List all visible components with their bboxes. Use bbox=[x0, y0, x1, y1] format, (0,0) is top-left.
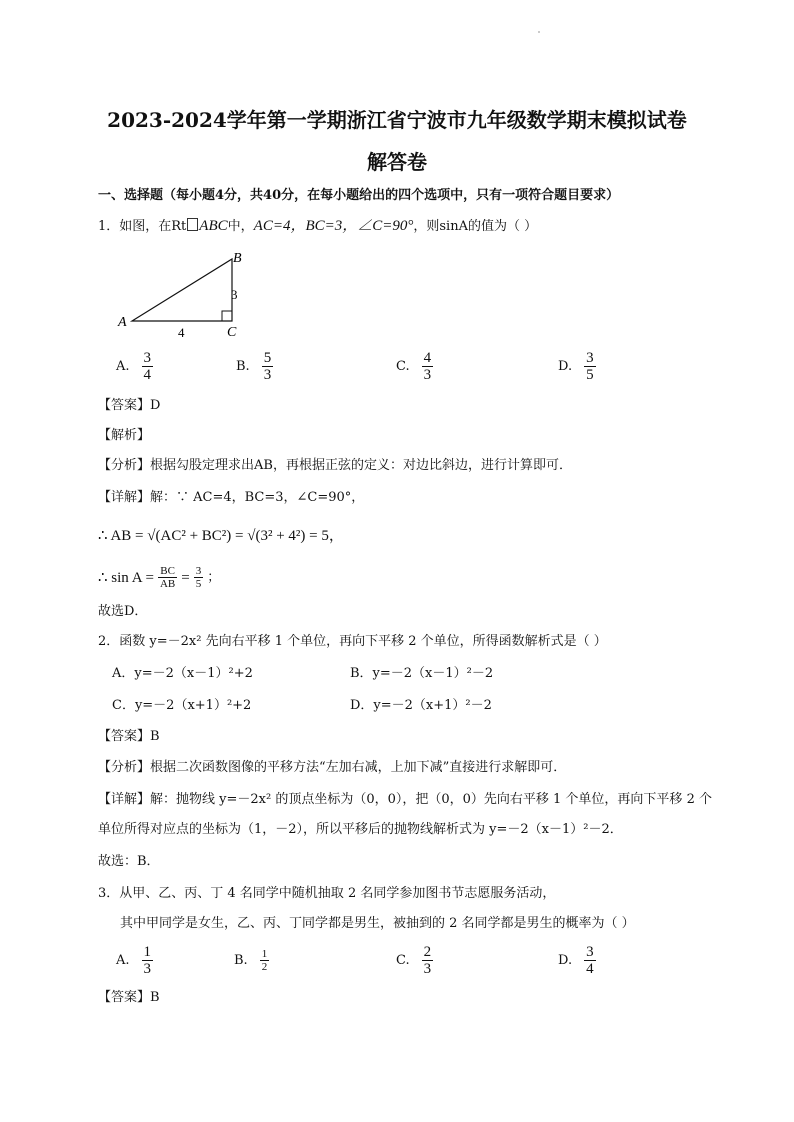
q1-option-b: B. $\frac{5}{3}$ bbox=[236, 349, 272, 383]
q2-detail-line2: 单位所得对应点的坐标为（1，－2），所以平移后的抛物线解析式为 y=－2（x－1）²－2． bbox=[98, 822, 623, 837]
section-heading: 一、选择题（每小题4分，共40分，在每小题给出的四个选项中，只有一项符合题目要求） bbox=[98, 188, 620, 203]
q1-stem: 1．如图，在Rt ABC中，AC=4，BC=3，∠C=90°，则sinA的值为（ ） bbox=[98, 218, 538, 234]
q3-stem-line1: 3．从甲、乙、丙、丁 4 名同学中随机抽取 2 名同学参加图书节志愿服务活动， bbox=[98, 886, 556, 901]
q1-detail: 【详解】解：∵ AC=4，BC=3，∠C=90°， bbox=[98, 490, 365, 505]
exam-subtitle: 解答卷 bbox=[367, 150, 427, 174]
q3-answer: 【答案】B bbox=[98, 990, 160, 1005]
q2-stem: 2．函数 y=－2x² 先向右平移 1 个单位，再向下平移 2 个单位，所得函数解析式是（ ） bbox=[98, 634, 607, 649]
missing-glyph-box bbox=[187, 218, 198, 231]
q1-analysis-tag: 【解析】 bbox=[98, 428, 151, 443]
q2-analysis: 【分析】根据二次函数图像的平移方法“左加右减，上加下减”直接进行求解即可． bbox=[98, 760, 567, 775]
triangle-shape bbox=[132, 259, 232, 321]
side-bc-label: 3 bbox=[231, 287, 238, 302]
q2-option-c: C．y=－2（x+1）²+2 bbox=[112, 698, 252, 713]
vertex-b-label: B bbox=[233, 251, 242, 266]
vertex-a-label: A bbox=[118, 315, 127, 330]
q1-option-a: A. $\frac{3}{4}$ bbox=[116, 349, 152, 383]
vertex-c-label: C bbox=[227, 325, 237, 340]
right-angle-mark bbox=[222, 311, 232, 321]
q2-conclusion: 故选：B． bbox=[98, 854, 160, 869]
q2-option-d: D．y=－2（x+1）²－2 bbox=[350, 698, 492, 713]
q3-option-c: C. $\frac{2}{3}$ bbox=[396, 943, 432, 977]
q2-option-b: B．y=－2（x－1）²－2 bbox=[350, 666, 494, 681]
q1-option-d: D. $\frac{3}{5}$ bbox=[558, 349, 594, 383]
q1-option-c: C. $\frac{4}{3}$ bbox=[396, 349, 432, 383]
q1-answer: 【答案】D bbox=[98, 398, 161, 413]
q3-option-b: B. $\frac{1}{2}$ bbox=[234, 947, 268, 973]
scan-dot bbox=[538, 31, 540, 33]
q1-analysis: 【分析】根据勾股定理求出AB，再根据正弦的定义：对边比斜边，进行计算即可． bbox=[98, 458, 572, 473]
q3-stem-line2: 其中甲同学是女生，乙、丙、丁同学都是男生，被抽到的 2 名同学都是男生的概率为（ ） bbox=[120, 916, 635, 931]
exam-title: 2023-2024学年第一学期浙江省宁波市九年级数学期末模拟试卷 bbox=[107, 108, 687, 132]
triangle-figure bbox=[110, 246, 260, 342]
q2-option-a: A．y=－2（x－1）²+2 bbox=[112, 666, 253, 681]
q2-answer: 【答案】B bbox=[98, 729, 160, 744]
q1-step1: ∴ AB = √(AC² + BC²) = √(3² + 4²) = 5， bbox=[98, 528, 344, 544]
q3-option-a: A. $\frac{1}{3}$ bbox=[116, 943, 152, 977]
q1-conclusion: 故选D． bbox=[98, 604, 148, 619]
q1-step2: ∴ sin A = $\frac{BC}{AB}$ = $\frac{3}{5}$ ； bbox=[98, 565, 221, 590]
side-ac-label: 4 bbox=[178, 325, 185, 340]
q3-option-d: D. $\frac{3}{4}$ bbox=[558, 943, 594, 977]
q2-detail-line1: 【详解】解：抛物线 y=－2x² 的顶点坐标为（0，0），把（0，0）先向右平移 1 个单位，再向下平移 2 个 bbox=[98, 792, 712, 807]
